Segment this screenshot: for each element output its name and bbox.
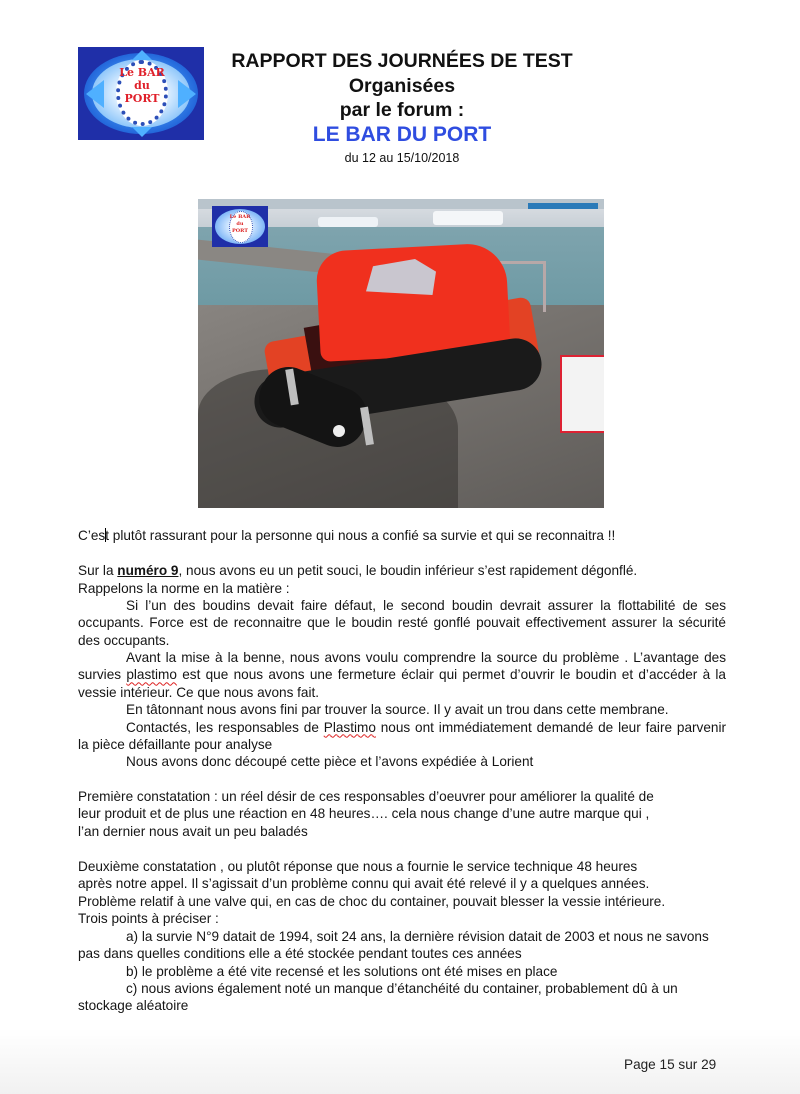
text-line: Problème relatif à une valve qui, en cas de choc du container, pouvait blesser la vessie intérieure. xyxy=(78,893,666,909)
logo-arrow-right-icon xyxy=(178,80,196,108)
liferaft-light xyxy=(333,425,345,437)
text-run: , nous avons eu un petit souci, le boudin inférieur s’est rapidement dégonflé. xyxy=(178,563,638,578)
text-run: C’es xyxy=(78,528,106,543)
liferaft-photo xyxy=(198,199,604,508)
liferaft-container xyxy=(560,355,604,433)
logo-arrow-left-icon xyxy=(86,80,104,108)
photo-watermark-logo xyxy=(212,206,268,247)
report-dates: du 12 au 15/10/2018 xyxy=(344,151,460,165)
text-line: l’an dernier nous avait un peu baladés xyxy=(78,823,308,839)
paragraph-norme-intro[interactable]: Rappelons la norme en la matière : xyxy=(78,580,290,596)
paragraph-source[interactable] xyxy=(78,649,726,701)
misspelled-word[interactable]: plastimo xyxy=(126,667,177,683)
logo-text-line3: PORT xyxy=(124,92,160,105)
paragraph-numero-9[interactable] xyxy=(78,562,726,579)
paragraph-lorient[interactable]: Nous avons donc découpé cette pièce et l’avons expédiée à Lorient xyxy=(126,754,534,769)
text-line: Première constatation : un réel désir de ces responsables d’oeuvrer pour améliorer la qualité de xyxy=(78,789,654,804)
report-subtitle-organised: Organisées xyxy=(348,75,456,97)
point-b[interactable]: b) le problème a été vite recensé et les solutions ont été mises en place xyxy=(126,963,558,979)
point-a[interactable]: a) la survie N°9 datait de 1994, soit 24 ans, la dernière révision datait de 2003 et nous ne savons pas dans quelles conditions elle a été stockée pendant toutes ces années xyxy=(78,929,709,962)
watermark-text xyxy=(226,214,254,235)
paragraph-deuxieme-constatation[interactable] xyxy=(78,858,726,928)
photo-boat xyxy=(433,211,503,225)
watermark-text-line: PORT xyxy=(232,228,248,234)
text-line: après notre appel. Il s’agissait d’un problème connu qui avait été relevé il y a quelques années. xyxy=(78,876,650,892)
page-number: Page 15 sur 29 xyxy=(624,1057,717,1072)
photo-boat xyxy=(318,217,378,227)
text-line: Trois points à préciser : xyxy=(78,911,219,927)
text-run: Contactés, les responsables de xyxy=(126,719,324,735)
logo-arrow-up-icon xyxy=(132,50,152,60)
paragraph-premiere-constatation[interactable] xyxy=(78,788,726,840)
logo-arrow-down-icon xyxy=(132,127,152,137)
photo-boat xyxy=(528,203,598,209)
paragraph-intro[interactable] xyxy=(78,527,726,544)
text-line: leur produit et de plus une réaction en 48 heures…. cela nous change d’une autre marque qui , xyxy=(78,806,650,822)
watermark-text-line: du xyxy=(236,221,244,227)
text-run: Avant la mise à la benne, nous avons voulu comprendre la source du problème . L’avantage des survies xyxy=(78,650,726,683)
watermark-text-line: Le BAR xyxy=(229,214,251,220)
paragraph-trou[interactable]: En tâtonnant nous avons fini par trouver la source. Il y avait un trou dans cette membrane. xyxy=(126,702,669,717)
paragraph-contact[interactable] xyxy=(78,719,726,754)
bar-du-port-logo xyxy=(78,47,204,140)
text-run: est que nous avons une fermeture éclair qui permet d’ouvrir le boudin et d’accéder à la vessie intérieur. Ce que nous avons fait. xyxy=(78,667,726,700)
point-c[interactable]: c) nous avions également noté un manque d’étanchéité du container, probablement dû à un stockage aléatoire xyxy=(78,981,678,1014)
paragraph-norme[interactable]: Si l’un des boudins devait faire défaut, le second boudin devrait assurer la flottabilité de ses occupants. Force est de reconnaitre que le boudin resté gonflé pouvait effectivement assurer la sécurité des occupants. xyxy=(78,598,726,648)
logo-text-line2: du xyxy=(134,79,150,92)
text-run: nous ont immédiatement demandé de leur faire parvenir la pièce défaillante pour analyse xyxy=(78,719,727,752)
logo-text xyxy=(116,66,168,105)
misspelled-word[interactable]: Plastimo xyxy=(323,719,376,735)
raft-number-emphasis: numéro 9 xyxy=(117,563,179,578)
forum-name: LE BAR DU PORT xyxy=(312,123,492,146)
text-run: t plutôt rassurant pour la personne qui nous a confié sa survie et qui se reconnaitra !! xyxy=(105,528,616,543)
text-line: Deuxième constatation , ou plutôt réponse que nous a fournie le service technique 48 heures xyxy=(78,859,638,874)
report-title: RAPPORT DES JOURNÉES DE TEST xyxy=(231,50,573,72)
report-subtitle-forum: par le forum : xyxy=(339,99,465,121)
text-run: Sur la xyxy=(78,563,118,578)
logo-text-line1: Le BAR xyxy=(119,66,165,79)
